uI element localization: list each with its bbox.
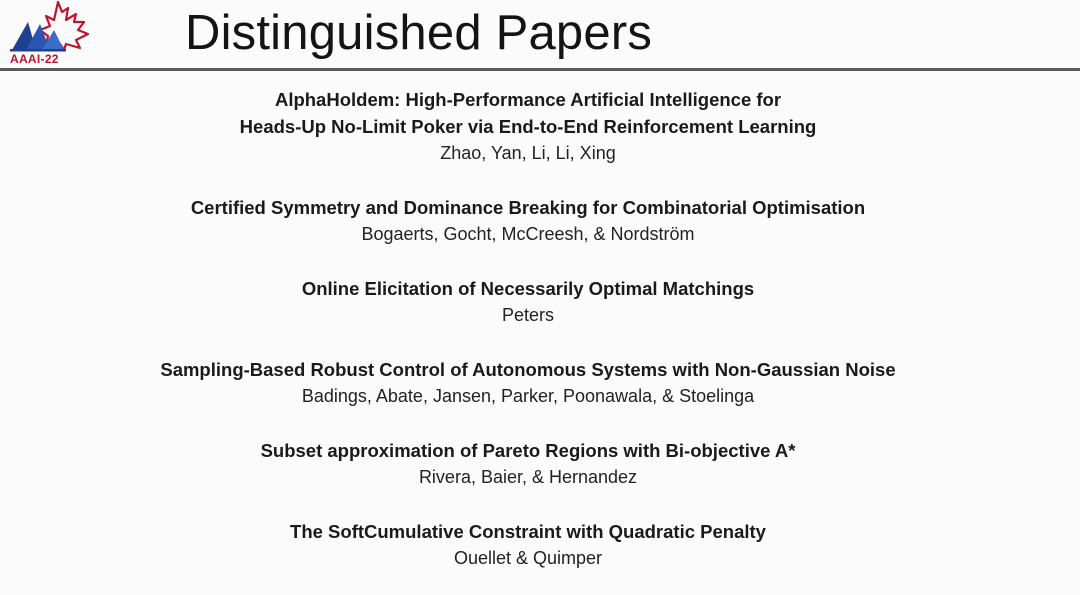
paper-authors: Rivera, Baier, & Hernandez [418,467,638,487]
paper-title [0,356,1056,383]
paper-authors: Bogaerts, Gocht, McCreesh, & Nordström [361,224,695,244]
paper-item [0,518,1056,572]
paper-authors: Ouellet & Quimper [453,548,603,568]
paper-title-line: Online Elicitation of Necessarily Optimal Matchings [301,278,755,299]
paper-item [0,194,1056,248]
paper-item [0,356,1056,410]
paper-title-line: Sampling-Based Robust Control of Autonomous Systems with Non-Gaussian Noise [160,359,896,380]
paper-title-line: Heads-Up No-Limit Poker via End-to-End Reinforcement Learning [239,116,817,137]
paper-authors: Zhao, Yan, Li, Li, Xing [440,143,616,163]
paper-title [0,86,1056,140]
paper-title-line: Certified Symmetry and Dominance Breaking for Combinatorial Optimisation [190,197,866,218]
paper-authors: Peters [501,305,555,325]
title-divider [0,68,1080,71]
page-title: Distinguished Papers [185,6,653,60]
paper-title [0,275,1056,302]
logo-text: AAAI-22 [10,52,59,66]
paper-title [0,194,1056,221]
paper-item [0,437,1056,491]
paper-title-line: The SoftCumulative Constraint with Quadratic Penalty [290,521,766,542]
paper-item [0,275,1056,329]
paper-title-line: AlphaHoldem: High-Performance Artificial Intelligence for [274,89,782,110]
paper-title [0,518,1056,545]
paper-item [0,86,1056,167]
paper-authors: Badings, Abate, Jansen, Parker, Poonawala, & Stoelinga [301,386,755,406]
paper-title [0,437,1056,464]
paper-title-line: Subset approximation of Pareto Regions with Bi-objective A* [260,440,796,461]
